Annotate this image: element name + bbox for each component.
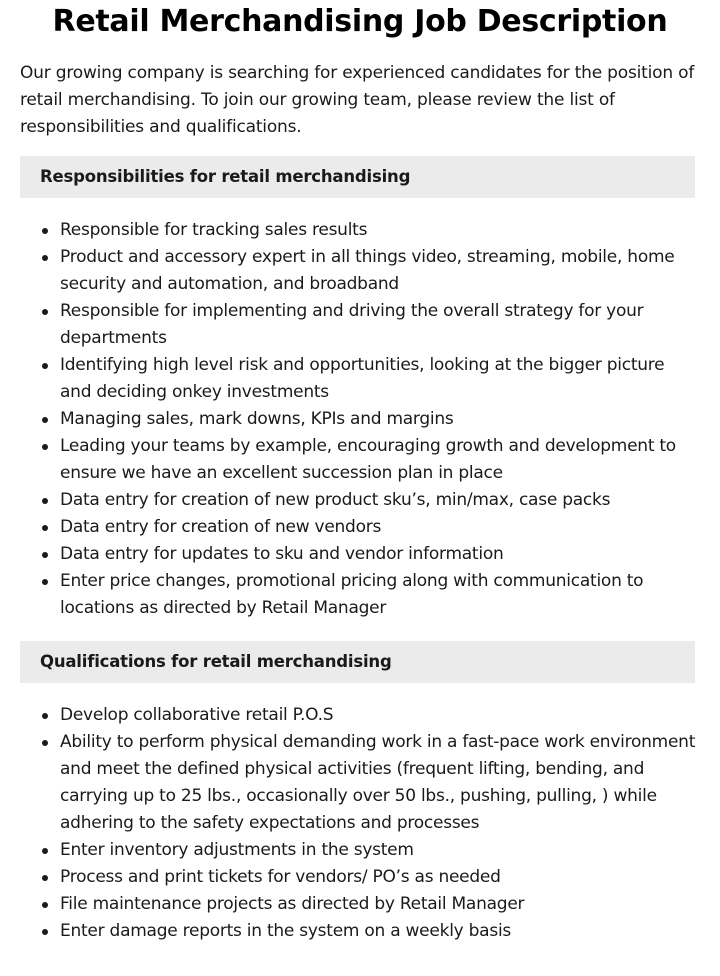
responsibility-item [20, 298, 700, 352]
responsibility-text: Enter price changes, promotional pricing along with communication to locations as directed by Retail Manager [60, 571, 644, 618]
bullet-icon [42, 902, 48, 908]
responsibility-item [20, 217, 700, 244]
responsibility-item [20, 541, 700, 568]
qualification-item [20, 864, 700, 891]
intro-paragraph: Our growing company is searching for experienced candidates for the position of retail merchandising. To join our growing team, please review the list of responsibilities and qualifications. [20, 63, 695, 137]
qualification-item [20, 837, 700, 864]
responsibility-item [20, 433, 700, 487]
qualification-text: File maintenance projects as directed by Retail Manager [60, 894, 525, 914]
qualification-text: Enter inventory adjustments in the system [60, 840, 414, 860]
responsibility-item [20, 568, 700, 622]
responsibility-text: Product and accessory expert in all things video, streaming, mobile, home security and automation, and broadband [60, 247, 675, 294]
responsibility-item [20, 244, 700, 298]
responsibility-item [20, 514, 700, 541]
bullet-icon [42, 309, 48, 315]
qualification-item [20, 702, 700, 729]
responsibility-text: Managing sales, mark downs, KPIs and margins [60, 409, 454, 429]
page-title: Retail Merchandising Job Description [52, 4, 668, 39]
responsibility-text: Identifying high level risk and opportunities, looking at the bigger picture and deciding onkey investments [60, 355, 665, 402]
responsibility-text: Data entry for creation of new product sku’s, min/max, case packs [60, 490, 611, 510]
qualification-item [20, 729, 700, 837]
responsibility-text: Responsible for implementing and driving the overall strategy for your departments [60, 301, 644, 348]
responsibility-text: Data entry for creation of new vendors [60, 517, 382, 537]
bullet-icon [42, 417, 48, 423]
responsibility-text: Leading your teams by example, encouraging growth and development to ensure we have an excellent succession plan in place [60, 436, 676, 483]
responsibility-item [20, 406, 700, 433]
bullet-icon [42, 929, 48, 935]
qualification-text: Ability to perform physical demanding work in a fast-pace work environment and meet the defined physical activities (frequent lifting, bending, and carrying up to 25 lbs., occasionally over 50 lbs., pushing, pulling, ) while adhering to the safety expectations and processes [60, 732, 696, 833]
bullet-icon [42, 363, 48, 369]
qualification-item [20, 918, 700, 945]
bullet-icon [42, 498, 48, 504]
responsibility-text: Data entry for updates to sku and vendor information [60, 544, 504, 564]
bullet-icon [42, 713, 48, 719]
responsibilities-list [20, 217, 700, 622]
responsibility-item [20, 352, 700, 406]
bullet-icon [42, 255, 48, 261]
bullet-icon [42, 444, 48, 450]
bullet-icon [42, 579, 48, 585]
bullet-icon [42, 228, 48, 234]
qualifications-list [20, 702, 700, 945]
responsibility-item [20, 487, 700, 514]
bullet-icon [42, 552, 48, 558]
qualifications-heading: Qualifications for retail merchandising [20, 641, 695, 683]
responsibilities-heading: Responsibilities for retail merchandising [20, 156, 695, 198]
bullet-icon [42, 875, 48, 881]
qualification-text: Process and print tickets for vendors/ PO’s as needed [60, 867, 501, 887]
qualification-item [20, 891, 700, 918]
bullet-icon [42, 740, 48, 746]
qualification-text: Develop collaborative retail P.O.S [60, 705, 334, 725]
bullet-icon [42, 525, 48, 531]
qualification-text: Enter damage reports in the system on a weekly basis [60, 921, 512, 941]
bullet-icon [42, 848, 48, 854]
responsibility-text: Responsible for tracking sales results [60, 220, 368, 240]
